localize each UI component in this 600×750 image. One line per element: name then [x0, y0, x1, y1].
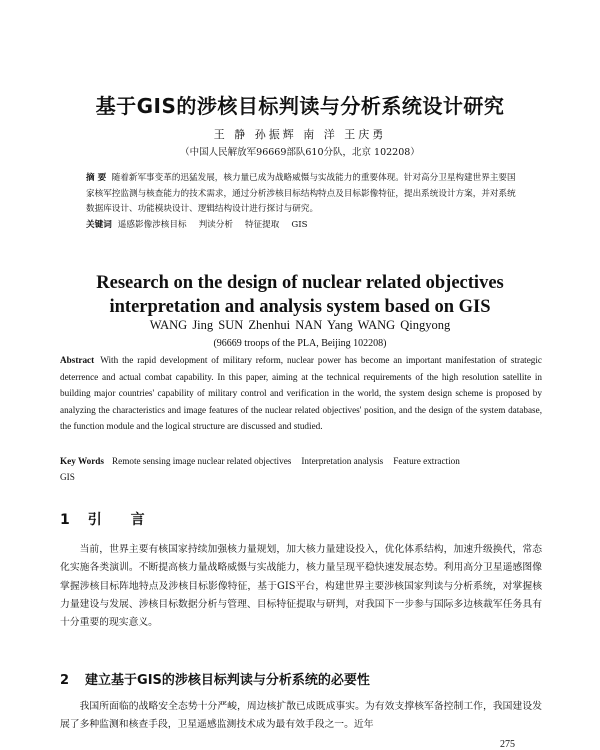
english-keyword: Interpretation analysis [301, 456, 384, 466]
english-abstract-label: Abstract [60, 355, 95, 365]
english-authors: WANG Jing SUN Zhenhui NAN Yang WANG Qingyong [149, 318, 451, 332]
english-keyword: Remote sensing image nuclear related objectives [112, 456, 292, 466]
english-title-line: interpretation and analysis system based on GIS [109, 297, 491, 317]
page-number: 275 [500, 739, 515, 750]
chinese-keywords-label: 关键词 [86, 219, 112, 230]
section-paragraph: 我国所面临的战略安全态势十分严峻，周边核扩散已成既成事实。为有效支撑核军备控制工作，我国建设发展了多种监测和核查手段，卫星遥感监测技术成为最有效手段之一。近年 [60, 701, 542, 731]
english-keyword: GIS [60, 472, 75, 482]
english-title-line: Research on the design of nuclear related objectives [96, 273, 504, 293]
section-number: 2 [60, 673, 70, 688]
english-title [0, 271, 600, 319]
english-abstract-text: With the rapid development of military reform, nuclear power has become an important manifestation of strategic deterrence and actual combat capability. In this paper, aiming at the technical requirements of the high resolution satellite in building major countries' capability of military control and verification in the world, the system design scheme is proposed by analyzing the characteristics and image features of the nuclear related objectives' position, and the design of the system database, the function module and the logical structure are discussed and studied. [60, 355, 542, 432]
english-keywords [60, 453, 542, 485]
chinese-keyword: 判读分析 [198, 219, 233, 230]
english-abstract [60, 352, 542, 435]
english-keywords-label: Key Words [60, 456, 104, 466]
chinese-keyword: 遥感影像涉核目标 [117, 219, 187, 230]
english-affiliation: (96669 troops of the PLA, Beijing 102208) [213, 338, 387, 349]
chinese-keyword: 特征提取 [244, 219, 280, 230]
english-keyword: Feature extraction [393, 456, 460, 466]
section-number: 1 [60, 512, 70, 528]
chinese-authors: 王 静 孙振辉 南 洋 王庆勇 [213, 128, 387, 141]
chinese-abstract [86, 171, 518, 233]
section-heading-necessity [60, 669, 370, 688]
chinese-title: 基于GIS的涉核目标判读与分析系统设计研究 [95, 94, 505, 118]
section-heading-introduction [60, 509, 157, 529]
chinese-keyword: GIS [291, 219, 308, 230]
section-title: 引 言 [87, 512, 157, 528]
section-title: 建立基于GIS的涉核目标判读与分析系统的必要性 [85, 673, 370, 688]
chinese-abstract-text: 随着新军事变革的迅猛发展，核力量已成为战略威慑与实战能力的重要体现。针对高分卫星构建世界主要国家核军控监测与核查能力的技术需求，通过分析涉核目标结构特点及目标影像特征，提出系统设计方案，并对系统数据库设计、功能模块设计、逻辑结构设计进行探讨与研究。 [86, 173, 516, 214]
section-paragraph: 当前，世界主要有核国家持续加强核力量规划，加大核力量建设投入，优化体系结构，加速升级换代，常态化实施各类演训。不断提高核力量战略威慑与实战能力，核力量呈现平稳快速发展态势。利用高分卫星遥感图像掌握涉核目标阵地特点及涉核目标影像特征，基于GIS平台，构建世界主要涉核国家判读与分析系统，对掌握核力量建设与发展、涉核目标数据分析与管理、目标特征提取与研判，对我国下一步参与国际多边核裁军任务具有十分重要的现实意义。 [60, 544, 542, 629]
chinese-keywords [86, 218, 518, 234]
chinese-abstract-label: 摘 要 [86, 173, 107, 183]
chinese-affiliation: （中国人民解放军96669部队610分队，北京 102208） [180, 147, 420, 158]
